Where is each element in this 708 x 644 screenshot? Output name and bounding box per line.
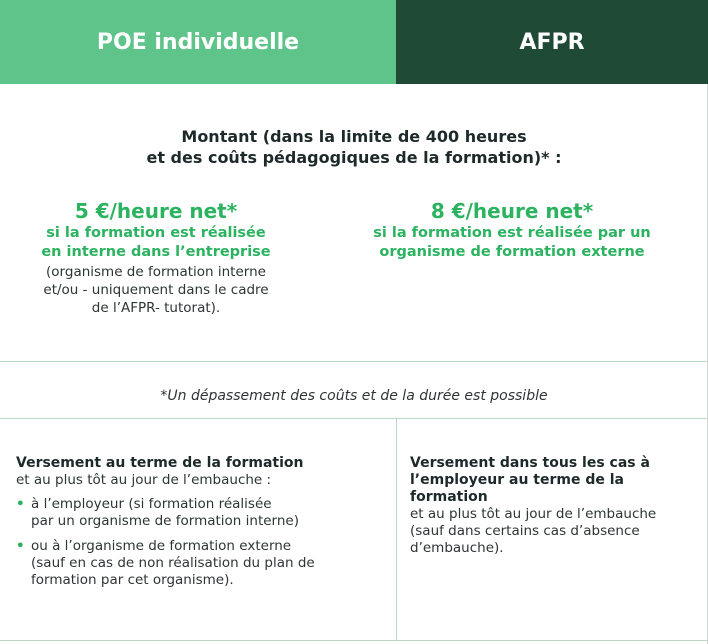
bullet-icon: • xyxy=(16,538,25,554)
bullet-icon: • xyxy=(16,496,25,512)
right-offer-amount: 8 €/heure net* xyxy=(430,199,594,223)
header-poe-individuelle: POE individuelle xyxy=(0,0,396,84)
list-item-line: à l’employeur (si formation réalisée xyxy=(31,496,272,512)
right-offer-condition-1: si la formation est réalisée par un xyxy=(373,225,651,241)
list-item-line: formation par cet organisme). xyxy=(31,572,234,588)
montant-line-2: et des coûts pédagogiques de la formation)* : xyxy=(146,148,562,167)
header-row xyxy=(0,0,708,84)
list-item-line: (sauf en cas de non réalisation du plan de xyxy=(31,555,315,571)
left-offer-amount: 5 €/heure net* xyxy=(74,199,238,223)
versement-right-body-1: et au plus tôt au jour de l’embauche xyxy=(410,506,657,522)
versement-left-title: Versement au terme de la formation xyxy=(16,455,304,471)
list-item xyxy=(16,496,376,530)
versement-right-title-3: formation xyxy=(410,489,488,505)
divider-vertical xyxy=(396,418,397,640)
divider-top xyxy=(0,361,708,362)
left-offer xyxy=(0,198,312,317)
header-afpr: AFPR xyxy=(396,0,708,84)
right-offer xyxy=(346,198,678,262)
versement-left-subtitle: et au plus tôt au jour de l’embauche : xyxy=(16,472,272,488)
versement-right-title-1: Versement dans tous les cas à xyxy=(410,455,650,471)
versement-left-list xyxy=(16,496,376,589)
list-item-line: ou à l’organisme de formation externe xyxy=(31,538,292,554)
versement-right-body-2: (sauf dans certains cas d’absence xyxy=(410,523,640,539)
montant-heading xyxy=(0,126,708,168)
divider-middle xyxy=(0,418,708,419)
left-offer-note-3: de l’AFPR- tutorat). xyxy=(91,300,221,316)
divider-bottom xyxy=(0,640,708,641)
versement-left xyxy=(16,455,376,597)
left-offer-note xyxy=(0,263,312,317)
list-item xyxy=(16,538,376,589)
left-offer-note-2: et/ou - uniquement dans le cadre xyxy=(43,282,269,298)
montant-line-1: Montant (dans la limite de 400 heures xyxy=(181,127,527,146)
versement-right-title-2: l’employeur au terme de la xyxy=(410,472,624,488)
left-offer-note-1: (organisme de formation interne xyxy=(46,264,266,280)
versement-right-body-3: d’embauche). xyxy=(410,540,504,556)
versement-right xyxy=(410,455,695,557)
left-offer-condition-2: en interne dans l’entreprise xyxy=(41,244,271,260)
depassement-note: *Un dépassement des coûts et de la durée est possible xyxy=(160,388,548,404)
right-offer-condition-2: organisme de formation externe xyxy=(379,244,645,260)
list-item-line: par un organisme de formation interne) xyxy=(31,513,300,529)
left-offer-condition-1: si la formation est réalisée xyxy=(46,225,266,241)
